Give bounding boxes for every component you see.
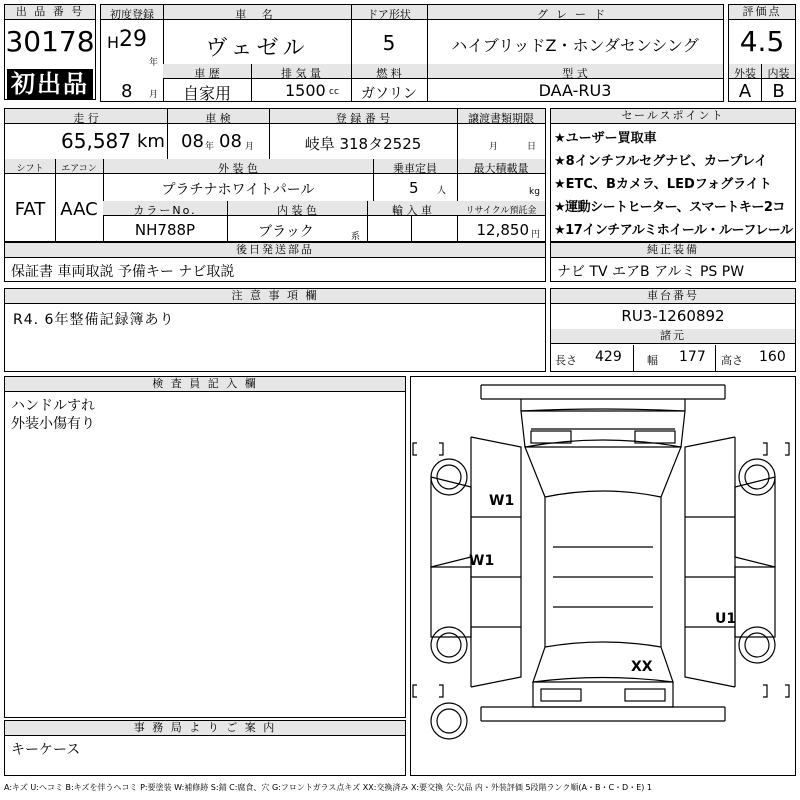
color-no: NH788P [134,221,196,239]
height: 160 [759,349,786,365]
inspection-label: 車 検 [205,112,231,125]
plate-label: 登 録 番 号 [335,112,391,125]
insp-month-unit: 月 [245,142,255,152]
width-label: 幅 [647,354,658,367]
interior-color-label: 内 装 色 [277,204,317,217]
capacity: 5 [409,179,419,197]
later-parts-box [4,242,546,282]
sales-point: ★17インチアルミホイール・ルーフレール [554,223,793,238]
displacement-unit: cc [329,87,339,97]
recycle-label: リサイクル預託金 [465,206,537,216]
lot-number-label: 出 品 番 号 [5,5,95,20]
transfer-day: 日 [527,142,537,152]
sales-points-label: セールスポイント [551,109,795,124]
office-box [4,720,406,776]
year-unit: 年 [149,58,159,68]
import-label: 輸 入 車 [392,204,432,217]
spec-label: 諸元 [551,329,795,344]
score-label: 評価点 [729,5,795,20]
inspector-label: 検 査 員 記 入 欄 [5,377,405,392]
office-text: キーケース [11,742,81,758]
length: 429 [595,349,622,365]
grade-label: グレード [537,8,613,21]
inspector-line: 外装小傷有り [11,416,95,432]
chassis-box [550,288,796,372]
car-diagram [410,376,796,776]
transfer-label: 譲渡書類期限 [468,112,534,125]
length-label: 長さ [555,354,577,367]
recycle: 12,850 [476,221,529,239]
fuel: ガソリン [361,86,417,102]
damage-mark-w1: W1 [469,553,495,569]
damage-mark-xx: XX [631,659,653,675]
month-unit: 月 [149,90,159,100]
inspector-line: ハンドルすれ [11,398,95,414]
first-reg-label: 初度登録 [110,8,154,21]
color-no-label: カラーNo. [133,204,197,217]
history: 自家用 [182,84,231,103]
header-grid [100,4,724,102]
notes-text: R4. 6年整備記録簿あり [13,312,175,328]
sales-point: ★ユーザー買取車 [554,131,657,146]
damage-mark-u1: U1 [715,611,737,627]
lot-number-box [4,4,96,100]
width: 177 [679,349,706,365]
model: DAA-RU3 [538,81,612,100]
ext-grade: A [738,81,752,102]
equipment-label: 純正装備 [551,243,795,258]
payload-label: 最大積載量 [473,162,529,175]
notes-label: 注 意 事 項 欄 [5,289,545,304]
insp-year: 08 [181,131,204,152]
details-grid [4,108,546,242]
capacity-unit: 人 [437,186,447,196]
shift: FAT [14,199,46,220]
later-parts: 保証書 車両取説 予備キー ナビ取説 [11,264,235,280]
notes-box [4,288,546,372]
chassis-label: 車台番号 [551,289,795,304]
mileage-label: 走 行 [73,112,99,125]
ac-label: エアコン [61,164,97,174]
legend: A:キズ U:ヘコミ B:キズを伴うヘコミ P:要塗装 W:補修跡 S:錆 C:腐食、穴 G:フロントガラス点キズ XX:交換済み X:要交換 欠:欠品 内・外装評価 5段階ランク順(A・B・C・D・E) 1 [4,783,653,792]
insp-month: 08 [219,131,242,152]
inspector-box [4,376,406,718]
ext-grade-label: 外装 [734,67,756,80]
mileage-unit: km [137,131,165,152]
transfer-month: 月 [489,142,499,152]
insp-year-unit: 年 [205,142,215,152]
grade: ハイブリッドZ・ホンダセンシング [451,36,699,55]
capacity-label: 乗車定員 [393,162,437,175]
sales-point: ★運動シートヒーター、スマートキー2コ [554,200,785,215]
shift-label: シフト [16,164,44,174]
plate: 岐阜 318タ2525 [304,135,422,153]
exterior-color-label: 外 装 色 [218,162,258,175]
car-name-label: 車 名 [235,8,279,21]
interior-suffix: 系 [351,232,361,242]
later-parts-label: 後日発送部品 [5,243,545,258]
equipment-box [550,242,796,282]
exterior-color: プラチナホワイトパール [161,182,315,198]
car-name: ヴェゼル [205,36,309,61]
score: 4.5 [739,25,785,58]
office-label: 事 務 局 よ り ご 案 内 [5,721,405,736]
height-label: 高さ [721,354,743,367]
int-grade: B [772,81,785,102]
era: H [107,33,120,52]
chassis-number: RU3-1260892 [621,307,725,325]
sales-point: ★ETC、Bカメラ、LEDフォグライト [554,177,772,192]
ac: AAC [60,199,98,220]
payload-unit: kg [529,187,540,197]
sales-point: ★8インチフルセグナビ、カープレイ [554,154,768,169]
lot-number: 30178 [5,25,95,58]
fuel-label: 燃 料 [376,67,402,80]
model-label: 型 式 [562,67,588,80]
damage-mark-w1: W1 [489,493,515,509]
door-label: ドア形状 [367,8,411,21]
first-listing-badge: 初出品 [7,69,93,99]
sales-points-box [550,108,796,242]
mileage: 65,587 [61,129,131,153]
car-outline [411,377,795,775]
int-grade-label: 内装 [767,67,790,80]
reg-month: 8 [121,81,133,102]
displacement-label: 排 気 量 [281,67,321,80]
equipment: ナビ TV エアB アルミ PS PW [557,264,745,280]
score-box [728,4,796,102]
displacement: 1500 [285,81,326,100]
recycle-unit: 円 [531,230,541,240]
history-label: 車 歴 [194,67,220,80]
doors: 5 [382,31,396,55]
interior-color: ブラック [258,224,314,240]
reg-year: 29 [119,27,147,52]
